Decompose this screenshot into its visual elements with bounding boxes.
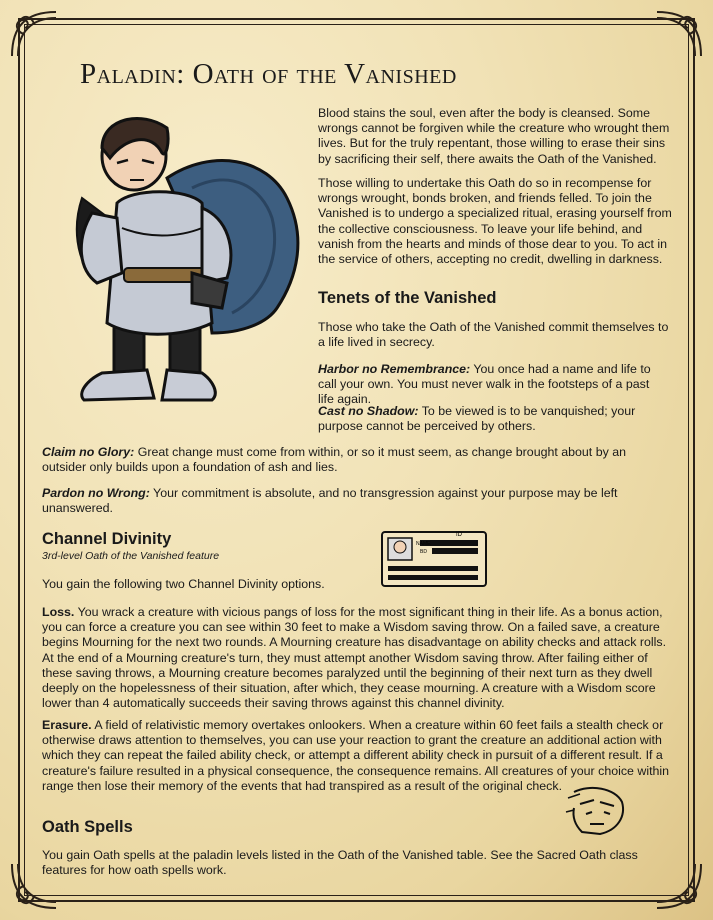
id-card-icon <box>380 528 488 588</box>
corner-ornament-icon <box>651 6 707 62</box>
oath-spells-text: You gain Oath spells at the paladin levels listed in the Oath of the Vanished table. See the Sacred Oath class features for how oath spells work. <box>42 848 638 878</box>
paladin-illustration-icon <box>62 108 312 418</box>
channel-divinity-subtitle: 3rd-level Oath of the Vanished feature <box>42 550 220 562</box>
tenet-item: Harbor no Remembrance: You once had a name and life to call your own. You must never walk in the footsteps of a past life again. <box>318 362 651 407</box>
oath-spells-heading: Oath Spells <box>42 818 133 836</box>
channel-option: Erasure. A field of relativistic memory overtakes onlookers. When a creature within 60 feet fails a stealth check or otherwise draws attention to themselves, you can use your reaction to grant the creature an additional action with which they can repeat the failed ability check, or attempt a different ability check in pursuit of a different result. If a creature's failure resulted in a physical consequence, the consequence remains. All creatures of your choice within range then lose their memory of the events that had transpired as a result of the original check. <box>42 718 670 793</box>
tenet-item: Cast no Shadow: To be viewed is to be vanquished; your purpose cannot be perceived by others. <box>318 404 636 434</box>
id-card-name: NAME <box>416 541 431 547</box>
intro-paragraph: Those willing to undertake this Oath do so in recompense for wrongs wrought, bonds broken, and friends felled. To join the Vanished is to undergo a specialized ritual, erasing yourself from the collective consciousness. To leave your life behind, and vanish from the hearts and minds of those dear to you. To act in the service of others, accepting no credit, dwelling in darkness. <box>318 176 672 267</box>
id-card-id: ID <box>456 532 462 538</box>
page-title: Paladin: Oath of the Vanished <box>80 58 457 90</box>
tenet-item: Claim no Glory: Great change must come from within, or so it must seem, as change brought about by an outsider only builds upon a foundation of ash and lies. <box>42 445 627 475</box>
hooded-face-sketch-icon <box>560 782 628 838</box>
id-card-dob: BD <box>420 549 427 555</box>
channel-divinity-intro: You gain the following two Channel Divinity options. <box>42 577 325 591</box>
tenets-heading: Tenets of the Vanished <box>318 289 497 307</box>
corner-ornament-icon <box>6 6 62 62</box>
intro-paragraph: Blood stains the soul, even after the body is cleansed. Some wrongs cannot be forgiven while the creature who wrought them lives. But for the truly repentant, those willing to erase their sins by sacrificing their self, there awaits the Oath of the Vanished. <box>318 106 670 166</box>
channel-divinity-heading: Channel Divinity <box>42 530 172 548</box>
channel-option: Loss. You wrack a creature with vicious pangs of loss for the most significant thing in their life. As a bonus action, you can force a creature you can see within 30 feet to make a Wisdom saving throw. On a failed save, a creature begins Mourning for the next two rounds. A Mourning creature has disadvantage on ability checks and attack rolls. At the end of a Mourning creature's turn, they must attempt another Wisdom saving throw. After failing either of these saving throws, a Mourning creature becomes paralyzed until the beginning of their next turn as they dwell deeply on the hopelessness of their situation, after which, they cease mourning. A creature with a Wisdom score lower than 4 automatically succeeds their saving throws against this channel divinity. <box>42 605 667 711</box>
tenets-intro: Those who take the Oath of the Vanished commit themselves to a life lived in secrecy. <box>318 320 669 350</box>
tenet-item: Pardon no Wrong: Your commitment is absolute, and no transgression against your purpose may be left unanswered. <box>42 486 618 516</box>
